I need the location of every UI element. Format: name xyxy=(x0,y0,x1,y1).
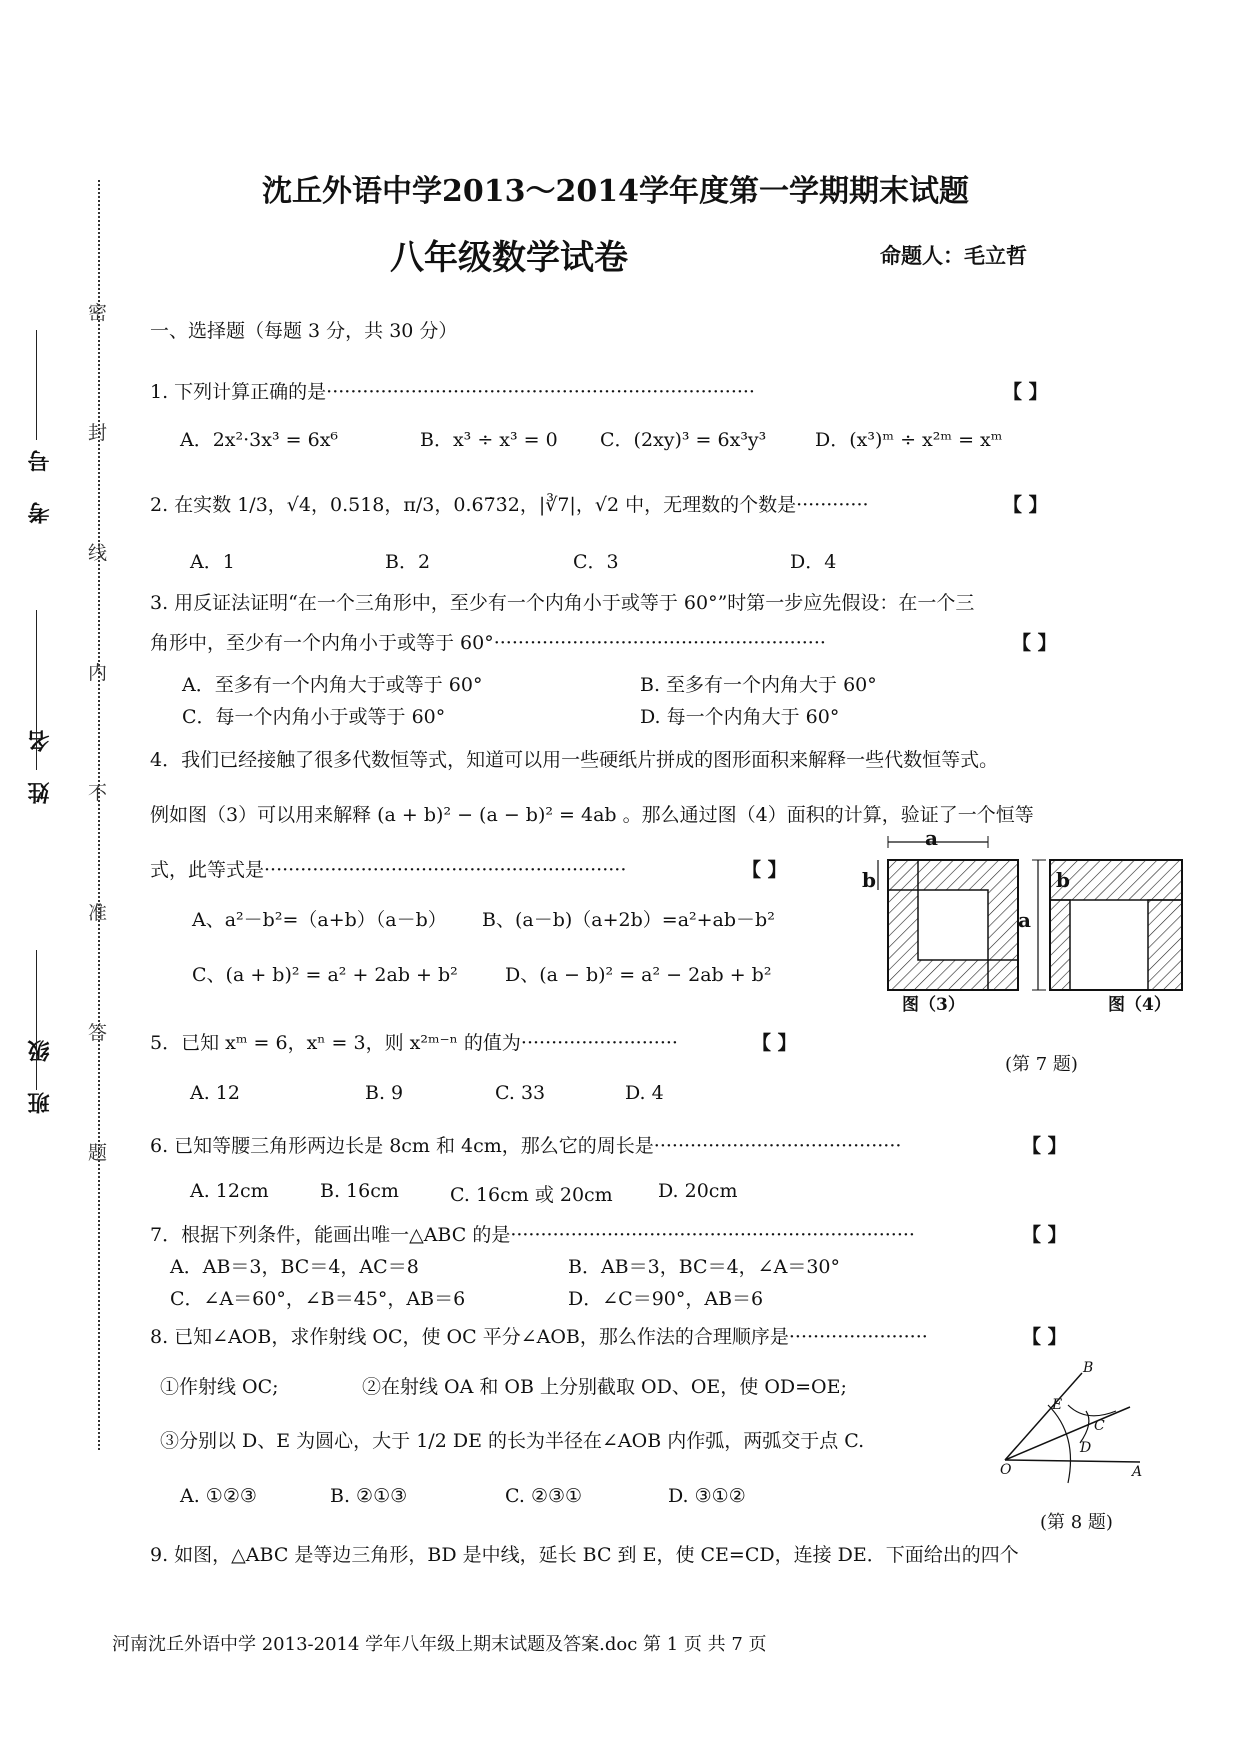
q8-step-3: ③分别以 D、E 为圆心，大于 1/2 DE 的长为半径在∠AOB 内作弧，两弧交于点 C. xyxy=(160,1430,865,1452)
q5-option-a: A. 12 xyxy=(190,1082,240,1104)
fig8-point-b: B xyxy=(1083,1360,1094,1376)
q8-option-b: B. ②①③ xyxy=(330,1485,408,1507)
question-8-stem: 8. 已知∠AOB，求作射线 OC，使 OC 平分∠AOB，那么作法的合理顺序是······················· xyxy=(150,1326,928,1348)
q3-option-d: D. 每一个内角大于 60° xyxy=(640,706,840,728)
question-5-stem: 5．已知 xᵐ = 6，xⁿ = 3，则 x²ᵐ⁻ⁿ 的值为·························· xyxy=(150,1032,678,1054)
fig8-point-o: O xyxy=(1000,1462,1012,1478)
name-label: 姓名 xyxy=(27,700,53,804)
q7-option-d: D．∠C＝90°，AB＝6 xyxy=(568,1288,764,1310)
q4-option-a: A、a²－b²=（a+b）（a－b） xyxy=(192,909,447,931)
question-1-stem: 1. 下列计算正确的是······································································· xyxy=(150,381,755,403)
question-3-stem-cont: 角形中，至少有一个内角小于或等于 60°······················································· xyxy=(150,632,826,654)
answer-bracket: 【 】 xyxy=(1022,1326,1067,1348)
q2-option-b: B．2 xyxy=(385,551,431,573)
section-heading: 一、选择题（每题 3 分，共 30 分） xyxy=(150,320,458,342)
q8-option-d: D. ③①② xyxy=(668,1485,746,1507)
seal-char: 不 xyxy=(88,782,108,804)
q2-option-c: C．3 xyxy=(573,551,619,573)
answer-bracket: 【 】 xyxy=(742,859,787,881)
fig4-side-b-label: b xyxy=(1056,868,1070,892)
seal-char: 答 xyxy=(88,1022,108,1044)
answer-bracket: 【 】 xyxy=(1012,632,1057,654)
question-2-stem: 2. 在实数 1/3，√4，0.518，π/3，0.67̇3̇2，|∛7|，√2 中，无理数的个数是············ xyxy=(150,494,869,516)
seal-char: 内 xyxy=(88,662,108,684)
question-9-stem: 9. 如图，△ABC 是等边三角形，BD 是中线，延长 BC 到 E，使 CE=CD，连接 DE．下面给出的四个 xyxy=(150,1544,1019,1566)
q6-option-d: D. 20cm xyxy=(658,1180,738,1202)
q2-option-a: A．1 xyxy=(190,551,235,573)
figure-3-label: 图（3） xyxy=(902,995,965,1015)
exam-author: 命题人：毛立哲 xyxy=(880,243,1027,268)
fig3-side-b-label: b xyxy=(862,868,876,892)
fig8-point-a: A xyxy=(1132,1464,1143,1480)
seal-char: 准 xyxy=(88,902,108,924)
exam-number-label: 考号 xyxy=(27,420,53,524)
q5-option-c: C. 33 xyxy=(495,1082,546,1104)
q1-option-c: C．(2xy)³ = 6x³y³ xyxy=(600,429,767,451)
q3-option-a: A．至多有一个内角大于或等于 60° xyxy=(182,674,483,696)
seal-char: 线 xyxy=(88,542,108,564)
q5-option-d: D. 4 xyxy=(625,1082,664,1104)
figure-3 xyxy=(878,836,1018,990)
figure-3-4 xyxy=(870,830,1200,1010)
q7-option-a: A．AB＝3，BC＝4，AC＝8 xyxy=(170,1256,419,1278)
page-footer: 河南沈丘外语中学 2013-2014 学年八年级上期末试题及答案.doc 第 1 页 共 7 页 xyxy=(112,1634,767,1655)
q6-option-b: B. 16cm xyxy=(320,1180,399,1202)
answer-bracket: 【 】 xyxy=(752,1032,797,1054)
q7-option-b: B．AB＝3，BC＝4，∠A＝30° xyxy=(568,1256,840,1278)
answer-bracket: 【 】 xyxy=(1003,381,1048,403)
q2-option-d: D．4 xyxy=(790,551,837,573)
q8-option-c: C. ②③① xyxy=(505,1485,583,1507)
q8-step-2: ②在射线 OA 和 OB 上分别截取 OD、OE，使 OD=OE; xyxy=(362,1376,847,1398)
figure-8 xyxy=(990,1365,1150,1485)
q7-option-c: C．∠A＝60°，∠B＝45°，AB＝6 xyxy=(170,1288,466,1310)
figure-8-caption: (第 8 题) xyxy=(1040,1512,1113,1533)
seal-char: 密 xyxy=(88,302,108,324)
q3-option-c: C．每一个内角小于或等于 60° xyxy=(182,706,446,728)
q6-option-a: A. 12cm xyxy=(190,1180,269,1202)
exam-title: 沈丘外语中学2013～2014学年度第一学期期末试题 xyxy=(262,174,969,209)
answer-bracket: 【 】 xyxy=(1003,494,1048,516)
exam-number-line xyxy=(36,330,37,440)
figure-4-label: 图（4） xyxy=(1108,995,1171,1015)
exam-subtitle: 八年级数学试卷 xyxy=(390,238,628,278)
q6-option-c: C. 16cm 或 20cm xyxy=(450,1184,613,1206)
seal-char: 封 xyxy=(88,422,108,444)
class-label: 班级 xyxy=(27,1010,53,1114)
q4-option-c: C、(a + b)² = a² + 2ab + b² xyxy=(192,964,458,986)
question-4-stem-cont2: 式，此等式是···························································· xyxy=(150,859,627,881)
q8-option-a: A. ①②③ xyxy=(180,1485,257,1507)
question-7-stem: 7．根据下列条件，能画出唯一△ABC 的是··································································· xyxy=(150,1224,915,1246)
fig8-point-c: C xyxy=(1094,1418,1105,1434)
fig8-point-d: D xyxy=(1080,1440,1092,1456)
answer-bracket: 【 】 xyxy=(1022,1224,1067,1246)
fig8-point-e: E xyxy=(1052,1397,1063,1413)
fig4-side-a-label: a xyxy=(1018,908,1031,932)
name-line xyxy=(36,610,37,770)
seal-char: 题 xyxy=(88,1142,108,1164)
q3-option-b: B. 至多有一个内角大于 60° xyxy=(640,674,877,696)
figure-7-caption: (第 7 题) xyxy=(1005,1054,1078,1075)
q5-option-b: B. 9 xyxy=(365,1082,404,1104)
q1-option-b: B．x³ ÷ x³ = 0 xyxy=(420,429,558,451)
q1-option-d: D．(x³)ᵐ ÷ x²ᵐ = xᵐ xyxy=(815,429,1003,451)
question-3-stem: 3. 用反证法证明“在一个三角形中，至少有一个内角小于或等于 60°”时第一步应先假设：在一个三 xyxy=(150,592,975,614)
q4-option-b: B、(a－b)（a+2b）=a²+ab－b² xyxy=(482,909,775,931)
question-4-stem-cont: 例如图（3）可以用来解释 (a + b)² − (a − b)² = 4ab 。那么通过图（4）面积的计算，验证了一个恒等 xyxy=(150,804,1034,826)
q4-option-d: D、(a − b)² = a² − 2ab + b² xyxy=(505,964,772,986)
seal-dotted-line xyxy=(98,180,100,1450)
fig3-side-a-label: a xyxy=(925,826,938,850)
question-6-stem: 6. 已知等腰三角形两边长是 8cm 和 4cm，那么它的周长是········································· xyxy=(150,1135,902,1157)
figure-4 xyxy=(1032,860,1182,990)
question-4-stem: 4．我们已经接触了很多代数恒等式，知道可以用一些硬纸片拼成的图形面积来解释一些代数恒等式。 xyxy=(150,749,999,771)
q8-step-1: ①作射线 OC; xyxy=(160,1376,279,1398)
answer-bracket: 【 】 xyxy=(1022,1135,1067,1157)
q1-option-a: A．2x²·3x³ = 6x⁶ xyxy=(180,429,339,451)
class-line xyxy=(36,950,37,1090)
